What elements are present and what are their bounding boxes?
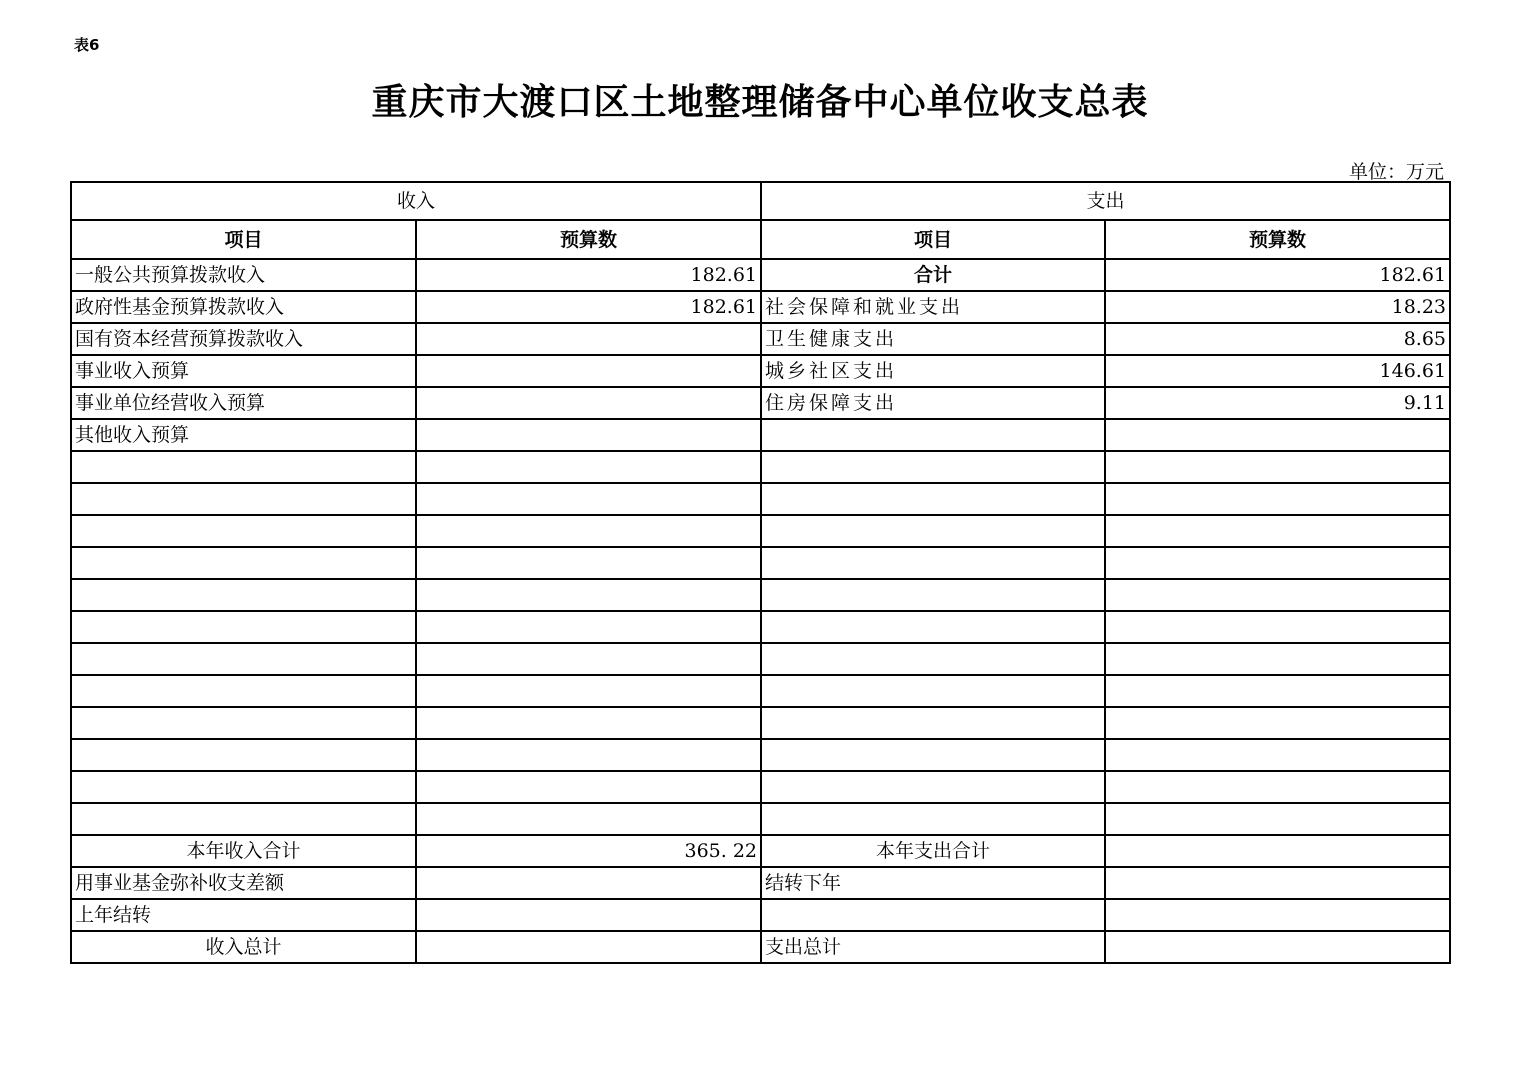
year-income-label: 本年收入合计 — [71, 835, 416, 867]
income-budget-cell — [416, 419, 761, 451]
last-year-value — [416, 899, 761, 931]
table-row — [71, 707, 1450, 739]
income-item-cell — [71, 451, 416, 483]
expense-budget-cell: 18.23 — [1105, 291, 1450, 323]
year-expense-label: 本年支出合计 — [761, 835, 1105, 867]
income-budget-cell — [416, 547, 761, 579]
expense-item-cell — [761, 419, 1105, 451]
income-total-label: 收入总计 — [71, 931, 416, 963]
income-budget-cell — [416, 675, 761, 707]
expense-budget-cell — [1105, 611, 1450, 643]
expense-budget-cell: 9.11 — [1105, 387, 1450, 419]
expense-budget-cell — [1105, 771, 1450, 803]
income-budget-cell — [416, 643, 761, 675]
expense-header: 支出 — [761, 182, 1450, 220]
expense-budget-cell: 182.61 — [1105, 259, 1450, 291]
table-row — [71, 579, 1450, 611]
income-item-cell — [71, 739, 416, 771]
income-budget-cell — [416, 323, 761, 355]
income-item-cell: 一般公共预算拨款收入 — [71, 259, 416, 291]
table-row — [71, 675, 1450, 707]
income-item-cell: 事业单位经营收入预算 — [71, 387, 416, 419]
income-budget-cell — [416, 355, 761, 387]
table-row — [71, 483, 1450, 515]
table-row — [71, 643, 1450, 675]
expense-budget-cell — [1105, 515, 1450, 547]
fund-value — [416, 867, 761, 899]
income-total-value — [416, 931, 761, 963]
table-row — [71, 611, 1450, 643]
expense-budget-cell — [1105, 803, 1450, 835]
expense-item-cell — [761, 515, 1105, 547]
table-row — [71, 451, 1450, 483]
expense-budget-header: 预算数 — [1105, 220, 1450, 259]
expense-item-cell — [761, 803, 1105, 835]
budget-table — [70, 181, 1451, 964]
section-header-row — [71, 182, 1450, 220]
expense-total-label: 支出总计 — [761, 931, 1105, 963]
income-budget-header: 预算数 — [416, 220, 761, 259]
income-item-cell: 国有资本经营预算拨款收入 — [71, 323, 416, 355]
income-budget-cell — [416, 483, 761, 515]
expense-item-cell: 卫生健康支出 — [761, 323, 1105, 355]
empty-cell — [761, 899, 1105, 931]
expense-item-header: 项目 — [761, 220, 1105, 259]
year-expense-value — [1105, 835, 1450, 867]
income-budget-cell — [416, 707, 761, 739]
income-budget-cell: 182.61 — [416, 291, 761, 323]
income-item-cell — [71, 803, 416, 835]
table-number: 表6 — [74, 36, 100, 54]
grand-total-row — [71, 931, 1450, 963]
table-row — [71, 291, 1450, 323]
table-row — [71, 803, 1450, 835]
expense-item-cell — [761, 483, 1105, 515]
expense-item-cell: 社会保障和就业支出 — [761, 291, 1105, 323]
expense-budget-cell — [1105, 483, 1450, 515]
expense-budget-cell: 8.65 — [1105, 323, 1450, 355]
expense-budget-cell — [1105, 419, 1450, 451]
income-budget-cell — [416, 611, 761, 643]
expense-budget-cell — [1105, 643, 1450, 675]
year-income-value: 365. 22 — [416, 835, 761, 867]
expense-budget-cell — [1105, 547, 1450, 579]
income-item-cell: 事业收入预算 — [71, 355, 416, 387]
income-item-cell — [71, 643, 416, 675]
income-header: 收入 — [71, 182, 761, 220]
income-item-cell: 其他收入预算 — [71, 419, 416, 451]
fund-label: 用事业基金弥补收支差额 — [71, 867, 416, 899]
table-row — [71, 771, 1450, 803]
income-item-cell — [71, 515, 416, 547]
income-budget-cell — [416, 771, 761, 803]
expense-budget-cell — [1105, 675, 1450, 707]
income-budget-cell — [416, 803, 761, 835]
expense-budget-cell: 146.61 — [1105, 355, 1450, 387]
table-row — [71, 419, 1450, 451]
expense-item-cell: 住房保障支出 — [761, 387, 1105, 419]
expense-item-cell — [761, 643, 1105, 675]
income-item-cell — [71, 771, 416, 803]
unit-label: 单位：万元 — [1348, 161, 1444, 183]
income-item-cell — [71, 483, 416, 515]
table-row — [71, 259, 1450, 291]
income-item-cell — [71, 547, 416, 579]
last-year-label: 上年结转 — [71, 899, 416, 931]
income-item-header: 项目 — [71, 220, 416, 259]
income-item-cell — [71, 675, 416, 707]
expense-budget-cell — [1105, 579, 1450, 611]
income-budget-cell — [416, 739, 761, 771]
column-header-row — [71, 220, 1450, 259]
expense-item-cell — [761, 739, 1105, 771]
expense-budget-cell — [1105, 739, 1450, 771]
income-item-cell: 政府性基金预算拨款收入 — [71, 291, 416, 323]
carry-next-label: 结转下年 — [761, 867, 1105, 899]
expense-budget-cell — [1105, 451, 1450, 483]
income-item-cell — [71, 611, 416, 643]
table-row — [71, 355, 1450, 387]
income-budget-cell — [416, 579, 761, 611]
income-item-cell — [71, 707, 416, 739]
expense-item-cell: 合计 — [761, 259, 1105, 291]
table-row — [71, 739, 1450, 771]
expense-item-cell — [761, 675, 1105, 707]
income-budget-cell: 182.61 — [416, 259, 761, 291]
carry-next-value — [1105, 867, 1450, 899]
expense-item-cell — [761, 707, 1105, 739]
table-row — [71, 515, 1450, 547]
table-row — [71, 387, 1450, 419]
table-row — [71, 547, 1450, 579]
income-budget-cell — [416, 515, 761, 547]
fund-row — [71, 867, 1450, 899]
year-total-row — [71, 835, 1450, 867]
expense-item-cell — [761, 579, 1105, 611]
income-item-cell — [71, 579, 416, 611]
page-title: 重庆市大渡口区土地整理储备中心单位收支总表 — [371, 82, 1149, 123]
income-budget-cell — [416, 387, 761, 419]
expense-item-cell: 城乡社区支出 — [761, 355, 1105, 387]
expense-item-cell — [761, 451, 1105, 483]
expense-item-cell — [761, 771, 1105, 803]
expense-item-cell — [761, 611, 1105, 643]
last-year-row — [71, 899, 1450, 931]
empty-cell — [1105, 899, 1450, 931]
income-budget-cell — [416, 451, 761, 483]
expense-total-value — [1105, 931, 1450, 963]
expense-item-cell — [761, 547, 1105, 579]
table-row — [71, 323, 1450, 355]
expense-budget-cell — [1105, 707, 1450, 739]
